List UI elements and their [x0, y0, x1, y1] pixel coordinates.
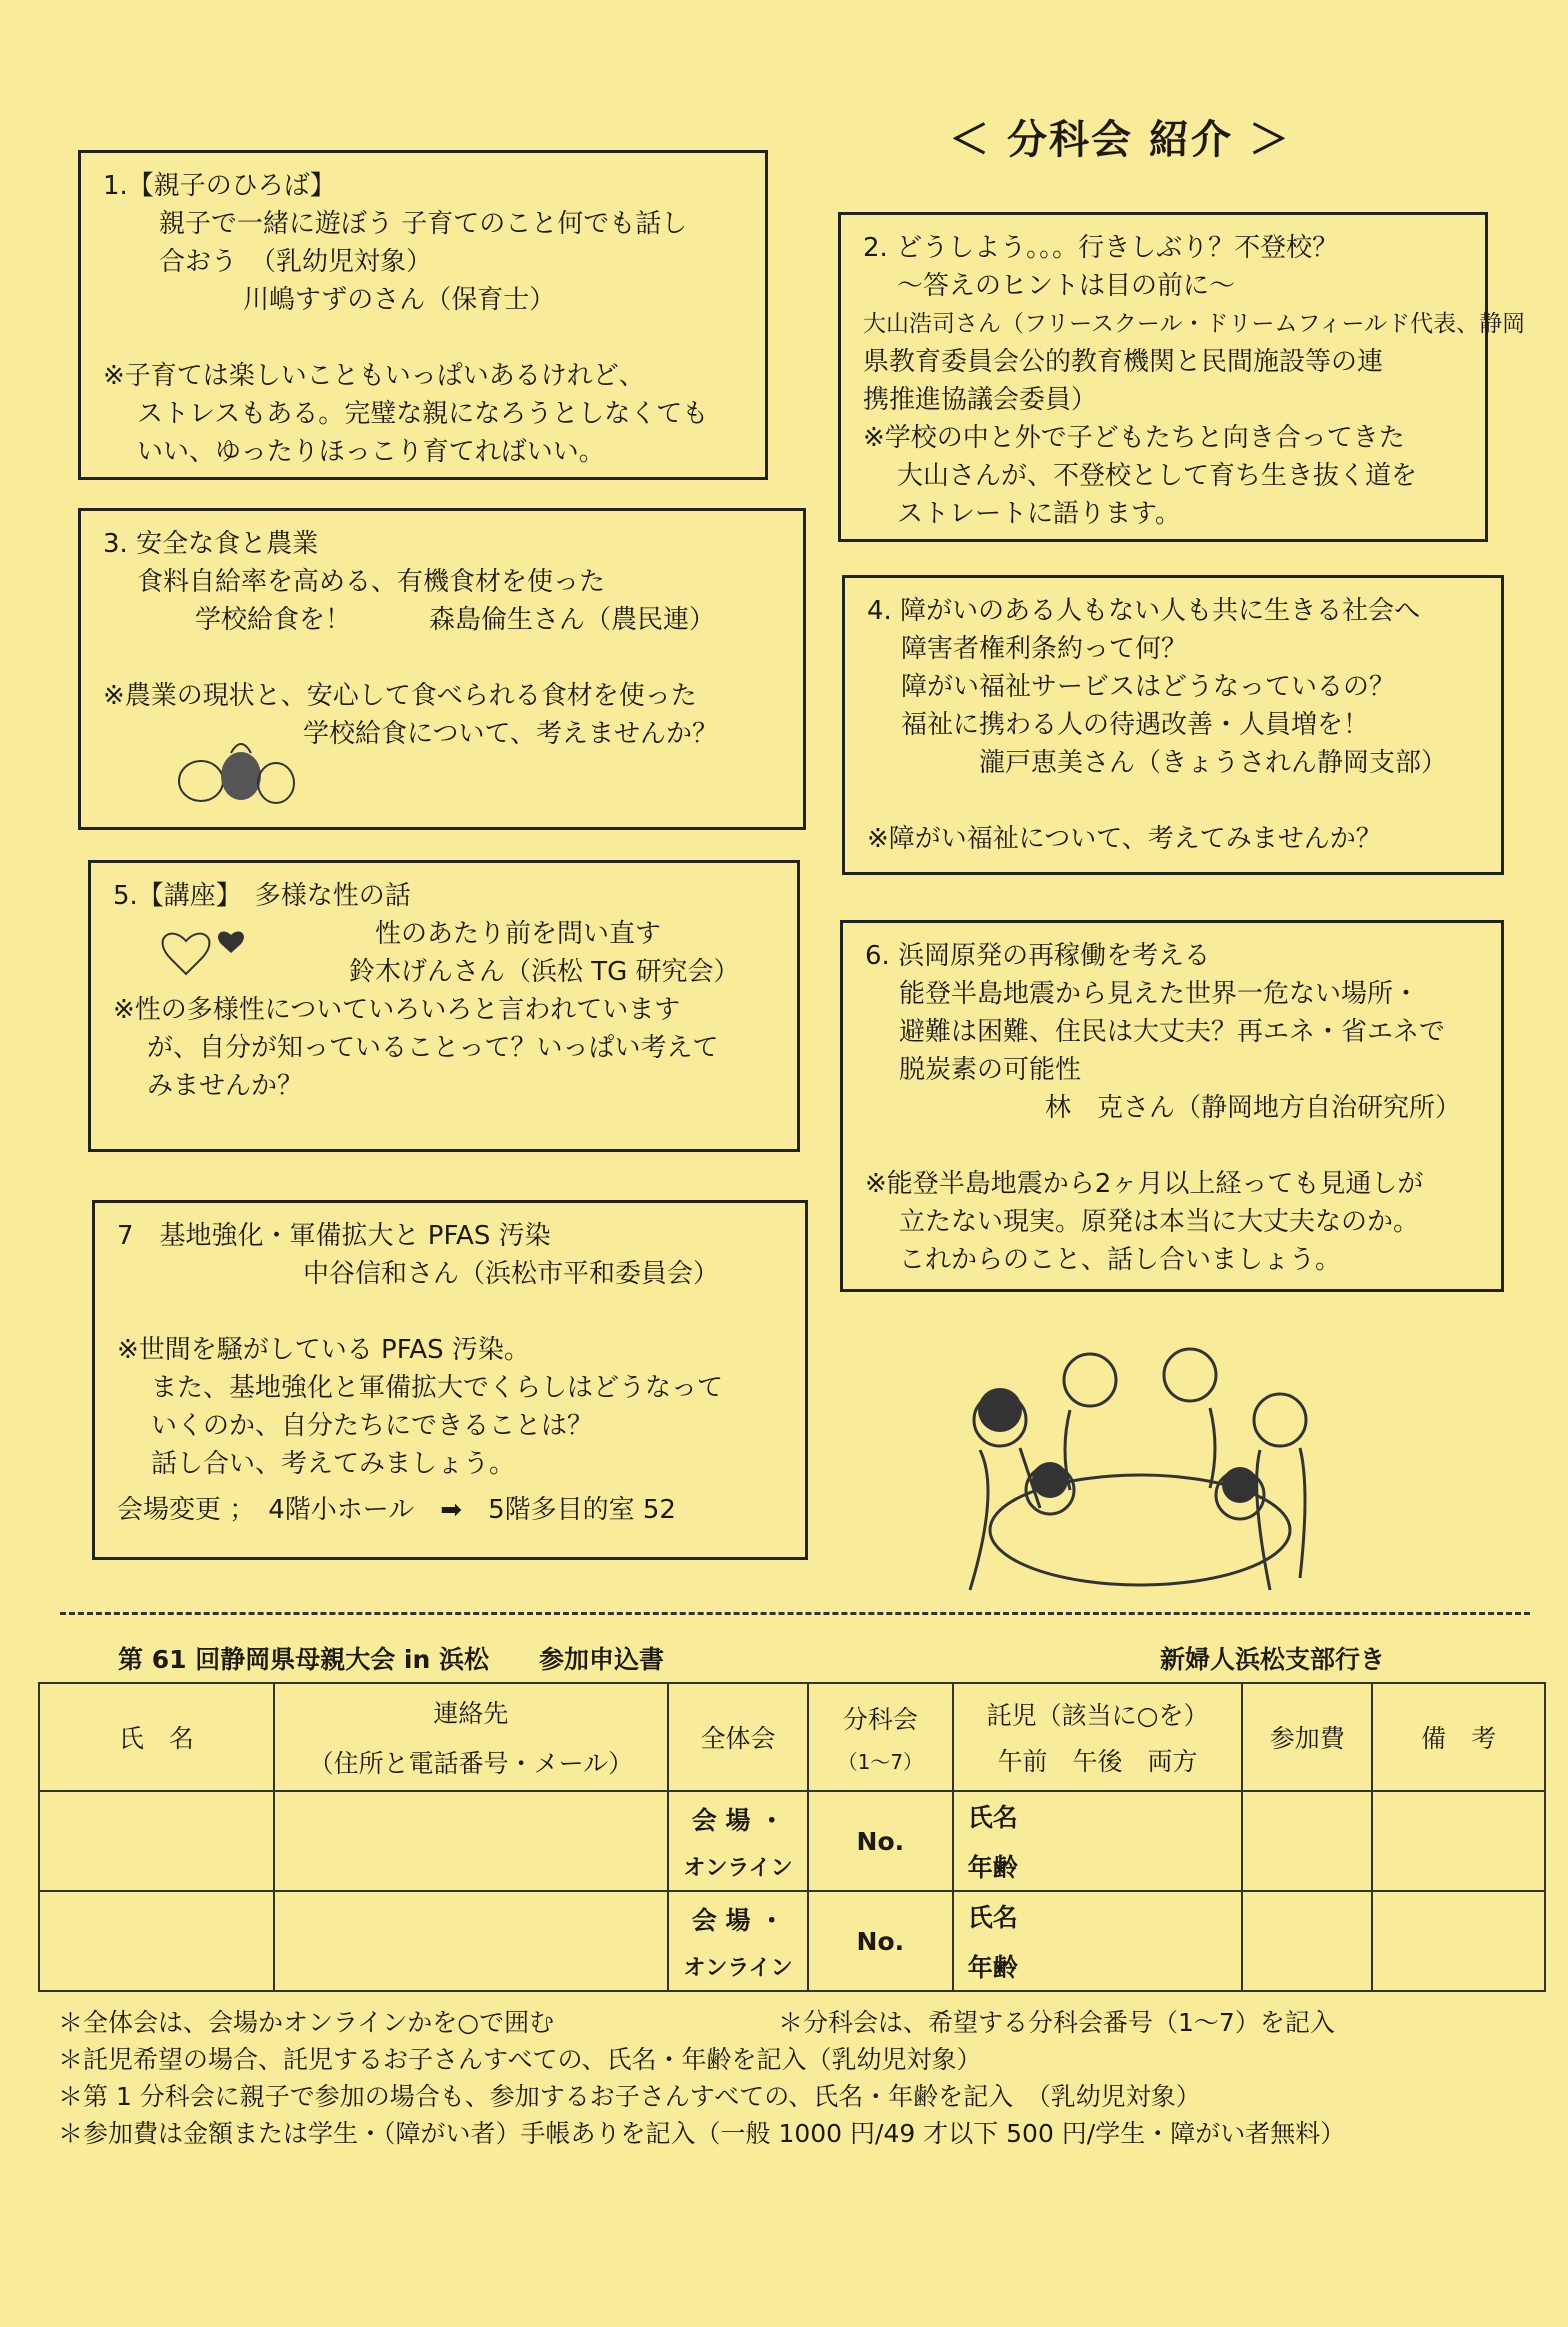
session-desc: 性のあたり前を問い直す: [375, 919, 662, 949]
childcare-field[interactable]: 氏名 年齢: [953, 1891, 1243, 1991]
session-card-3: [78, 508, 806, 830]
session-note: 学校給食について、考えませんか？: [303, 719, 718, 749]
session-desc: 障がい福祉サービスはどうなっているの？: [901, 672, 1396, 702]
session-note: また、基地強化と軍備拡大でくらしはどうなって: [151, 1373, 724, 1403]
form-note: ＊分科会は、希望する分科会番号（1～7）を記入: [778, 2008, 1335, 2037]
group-discussion-illustration: [940, 1330, 1340, 1620]
form-notes: [58, 2004, 1345, 2152]
session-speaker: 大山浩司さん（フリースクール・ドリームフィールド代表、静岡: [863, 311, 1526, 337]
session-note: いくのか、自分たちにできることは？: [151, 1411, 594, 1441]
session-speaker: 鈴木げんさん（浜松 TG 研究会）: [349, 957, 740, 987]
session-desc: 合おう （乳幼児対象）: [159, 247, 433, 277]
session-desc: 脱炭素の可能性: [899, 1055, 1082, 1085]
remarks-field[interactable]: [1372, 1891, 1545, 1991]
session-desc: 福祉に携わる人の待遇改善・人員増を！: [901, 710, 1370, 740]
section-heading: ＜ 分科会 紹介 ＞: [949, 117, 1291, 163]
form-row: [39, 1791, 1545, 1891]
hearts-icon: [151, 919, 261, 989]
session-card-7: [92, 1200, 808, 1560]
fee-field[interactable]: [1242, 1791, 1372, 1891]
remarks-field[interactable]: [1372, 1791, 1545, 1891]
application-form-table: [38, 1682, 1546, 1992]
name-field[interactable]: [39, 1791, 274, 1891]
session-card-4: [842, 575, 1504, 875]
session-speaker: 携推進協議会委員）: [863, 385, 1098, 415]
form-note: ＊託児希望の場合、託児するお子さんすべての、氏名・年齢を記入（乳幼児対象）: [58, 2045, 982, 2074]
header-contact: 連絡先 （住所と電話番号・メール）: [274, 1683, 668, 1791]
session-desc: 能登半島地震から見えた世界一危ない場所・: [899, 979, 1420, 1009]
session-number-field[interactable]: No.: [808, 1791, 953, 1891]
form-note: ＊第 1 分科会に親子で参加の場合も、参加するお子さんすべての、氏名・年齢を記入 （乳幼児対象）: [58, 2082, 1201, 2111]
session-desc: ～答えのヒントは目の前に～: [897, 271, 1236, 301]
plenary-choice[interactable]: 会 場 ・ オンライン: [668, 1791, 808, 1891]
header-childcare: 託児（該当に○を） 午前 午後 両方: [953, 1683, 1243, 1791]
form-title: 第 61 回静岡県母親大会 in 浜松 参加申込書: [118, 1645, 664, 1674]
header-session: 分科会 （1～7）: [808, 1683, 953, 1791]
contact-field[interactable]: [274, 1791, 668, 1891]
childcare-field[interactable]: 氏名 年齢: [953, 1791, 1243, 1891]
session-speaker: 瀧戸恵美さん（きょうされん静岡支部）: [979, 748, 1448, 778]
session-note: 話し合い、考えてみましょう。: [151, 1449, 516, 1479]
session-card-6: [840, 920, 1504, 1292]
session-card-2: [838, 212, 1526, 542]
session-title: 7 基地強化・軍備拡大と PFAS 汚染: [117, 1221, 551, 1251]
session-note: 大山さんが、不登校として育ち生き抜く道を: [897, 461, 1418, 491]
session-note: ※学校の中と外で子どもたちと向き合ってきた: [863, 423, 1405, 453]
name-field[interactable]: [39, 1891, 274, 1991]
session-desc: 障害者権利条約って何？: [901, 634, 1188, 664]
session-title: 4. 障がいのある人もない人も共に生きる社会へ: [867, 596, 1421, 626]
session-note: が、自分が知っていることって？いっぱい考えて: [147, 1033, 719, 1063]
fee-field[interactable]: [1242, 1891, 1372, 1991]
plenary-choice[interactable]: 会 場 ・ オンライン: [668, 1891, 808, 1991]
form-note: ＊全体会は、会場かオンラインかを○で囲む: [58, 2008, 555, 2037]
session-note: 立たない現実。原発は本当に大丈夫なのか。: [899, 1207, 1420, 1237]
session-note: みませんか？: [147, 1071, 304, 1101]
session-desc: 避難は困難、住民は大丈夫？再エネ・省エネで: [899, 1017, 1446, 1047]
session-desc: 親子で一緒に遊ぼう 子育てのこと何でも話し: [159, 209, 688, 239]
session-desc: 食料自給率を高める、有機食材を使った: [137, 567, 606, 597]
form-destination: 新婦人浜松支部行き: [1160, 1645, 1386, 1674]
vegetables-illustration: [171, 731, 301, 811]
session-note: ストレートに語ります。: [897, 499, 1181, 529]
session-note: いい、ゆったりほっこり育てればいい。: [137, 437, 605, 467]
session-title: 3. 安全な食と農業: [103, 529, 319, 559]
session-note: ※農業の現状と、安心して食べられる食材を使った: [103, 681, 697, 711]
form-row: [39, 1891, 1545, 1991]
session-note: ※能登半島地震から2ヶ月以上経っても見通しが: [865, 1169, 1424, 1199]
cut-line: [60, 1612, 1530, 1615]
session-title: 2. どうしよう。。。行きしぶり？不登校？: [863, 233, 1339, 263]
form-note: ＊参加費は金額または学生・（障がい者）手帳ありを記入（一般 1000 円/49 才以下 500 円/学生・障がい者無料）: [58, 2119, 1346, 2148]
session-note: ストレスもある。完璧な親になろうとしなくても: [137, 399, 709, 429]
session-speaker: 林 克さん（静岡地方自治研究所）: [1045, 1093, 1462, 1123]
header-name: 氏 名: [39, 1683, 274, 1791]
venue-change: 会場変更 ； 4階小ホール ➡ 5階多目的室 52: [117, 1495, 676, 1525]
session-title: 1.【親子のひろば】: [103, 171, 336, 201]
session-speaker: 県教育委員会公的教育機関と民間施設等の連: [863, 347, 1384, 377]
session-title: 5.【講座】 多様な性の話: [113, 881, 411, 911]
session-note: ※性の多様性についていろいろと言われています: [113, 995, 681, 1025]
session-speaker: 中谷信和さん（浜松市平和委員会）: [303, 1259, 720, 1289]
header-plenary: 全体会: [668, 1683, 808, 1791]
session-card-1: [78, 150, 768, 480]
session-card-5: [88, 860, 800, 1152]
contact-field[interactable]: [274, 1891, 668, 1991]
session-number-field[interactable]: No.: [808, 1891, 953, 1991]
session-note: これからのこと、話し合いましょう。: [899, 1245, 1342, 1275]
session-desc: 学校給食を！ 森島倫生さん（農民連）: [195, 605, 716, 635]
session-note: ※子育ては楽しいこともいっぱいあるけれど、: [103, 361, 645, 391]
session-note: ※障がい福祉について、考えてみませんか？: [867, 824, 1382, 854]
session-speaker: 川嶋すずのさん（保育士）: [243, 285, 556, 315]
session-title: 6. 浜岡原発の再稼働を考える: [865, 941, 1211, 971]
header-remarks: 備 考: [1372, 1683, 1545, 1791]
header-fee: 参加費: [1242, 1683, 1372, 1791]
session-note: ※世間を騒がしている PFAS 汚染。: [117, 1335, 530, 1365]
